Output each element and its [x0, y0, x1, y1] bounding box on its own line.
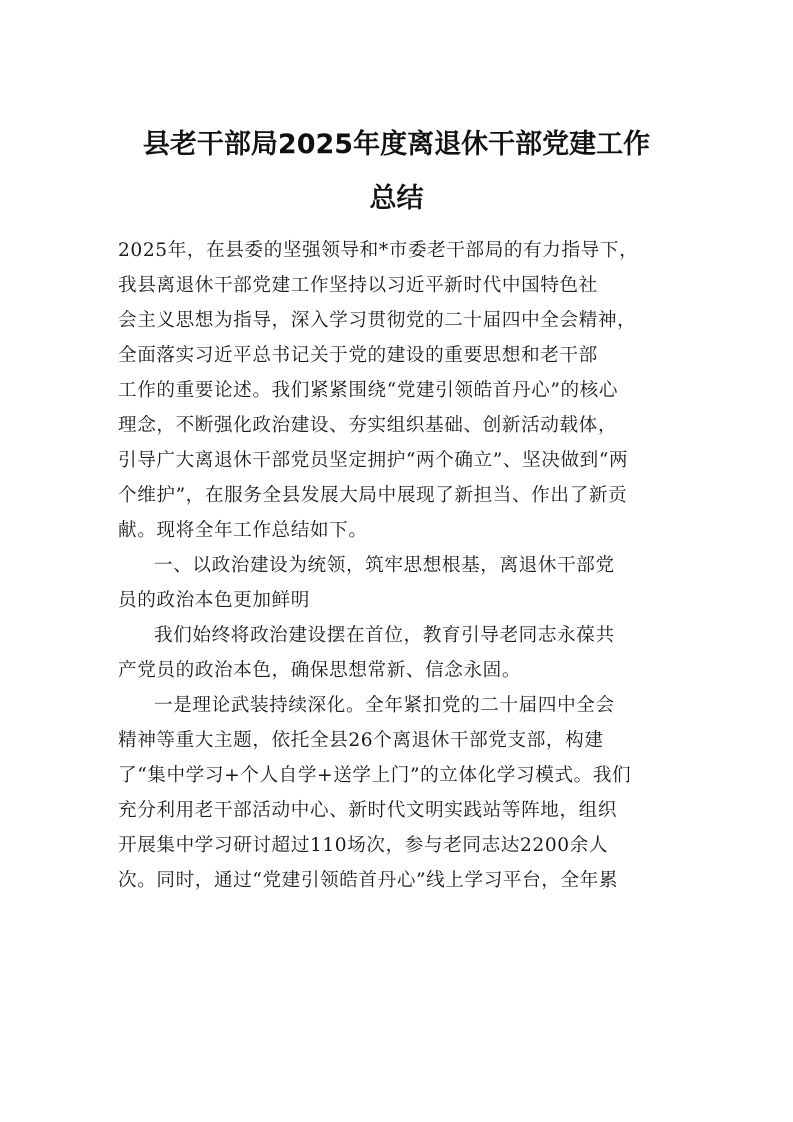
body-line: 我县离退休干部党建工作坚持以习近平新时代中国特色社 [118, 275, 598, 296]
body-line: 了“集中学习+个人自学+送学上门”的立体化学习模式。我们 [118, 765, 632, 786]
document-body [118, 233, 678, 898]
body-line: 产党员的政治本色，确保思想常新、信念永固。 [118, 660, 522, 681]
body-line: 充分利用老干部活动中心、新时代文明实践站等阵地，组织 [118, 800, 618, 821]
body-line: 开展集中学习研讨超过110场次，参与老同志达2200余人 [118, 835, 609, 856]
body-line: 一、以政治建设为统领，筑牢思想根基，离退休干部党 [154, 555, 615, 576]
body-line: 2025年，在县委的坚强领导和*市委老干部局的有力指导下， [118, 240, 639, 261]
body-line: 个维护”，在服务全县发展大局中展现了新担当、作出了新贡 [118, 485, 628, 506]
body-line: 全面落实习近平总书记关于党的建设的重要思想和老干部 [118, 345, 598, 366]
body-line: 引导广大离退休干部党员坚定拥护“两个确立”、坚决做到“两 [118, 450, 629, 471]
body-line: 精神等重大主题，依托全县26个离退休干部党支部，构建 [118, 730, 604, 751]
body-line: 工作的重要论述。我们紧紧围绕“党建引领皓首丹心”的核心 [118, 380, 619, 401]
body-line: 次。同时，通过“党建引领皓首丹心”线上学习平台，全年累 [118, 870, 619, 891]
title-line-2: 总结 [369, 183, 424, 214]
body-line: 理念，不断强化政治建设、夯实组织基础、创新活动载体， [118, 415, 618, 436]
document-title [110, 118, 683, 226]
body-line: 献。现将全年工作总结如下。 [118, 520, 368, 541]
body-line: 一是理论武装持续深化。全年紧扣党的二十届四中全会 [154, 695, 615, 716]
body-line: 我们始终将政治建设摆在首位，教育引导老同志永葆共 [154, 625, 615, 646]
body-line: 会主义思想为指导，深入学习贯彻党的二十届四中全会精神， [118, 310, 637, 331]
body-line: 员的政治本色更加鲜明 [118, 590, 310, 611]
title-line-1: 县老干部局2025年度离退休干部党建工作 [142, 129, 651, 160]
